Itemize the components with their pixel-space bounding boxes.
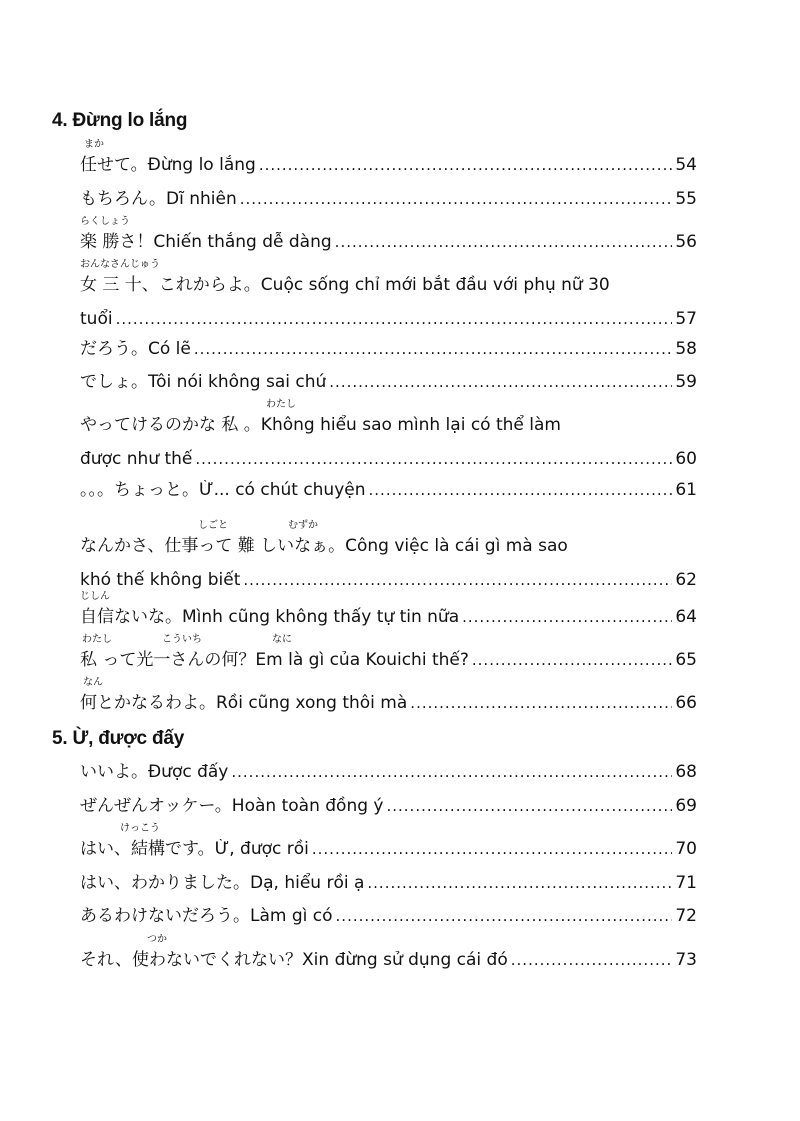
leader-dots (194, 339, 672, 359)
page-number: 64 (675, 607, 697, 627)
furigana: こういち (162, 634, 202, 645)
leader-dots (386, 796, 672, 816)
furigana: おんなさんじゅう (80, 259, 160, 270)
page-number: 65 (675, 650, 697, 670)
furigana: しごと (198, 520, 228, 531)
furigana: むずか (288, 520, 318, 531)
leader-dots (329, 372, 672, 392)
entry-text: 私 って光一さんの何？Em là gì của Kouichi thế? (80, 650, 469, 670)
toc-entry (80, 591, 697, 627)
toc-entry (80, 873, 697, 893)
page-number: 70 (675, 839, 697, 859)
leader-dots (335, 232, 672, 252)
entry-text: だろう。Có lẽ (80, 339, 191, 359)
toc-entry (80, 139, 697, 175)
entry-text: もちろん。Dĩ nhiên (80, 189, 237, 209)
entry-text-continued: khó thế không biết (80, 570, 241, 590)
furigana: なん (83, 677, 103, 688)
entry-text: でしょ。Tôi nói không sai chứ (80, 372, 327, 392)
page-number: 59 (675, 372, 697, 392)
furigana: けっこう (120, 823, 160, 834)
furigana: なに (272, 634, 292, 645)
entry-text: はい、わかりました。Dạ, hiểu rồi ạ (80, 873, 365, 893)
furigana: わたし (266, 399, 296, 410)
page-number: 58 (675, 339, 697, 359)
page-number: 69 (675, 796, 697, 816)
entry-text-continued: tuổi (80, 309, 113, 329)
page-number: 60 (675, 449, 697, 469)
entry-text: 楽 勝さ！Chiến thắng dễ dàng (80, 232, 332, 252)
toc-entry (80, 189, 697, 209)
entry-text: ぜんぜんオッケー。Hoàn toàn đồng ý (80, 796, 384, 816)
leader-dots (410, 693, 672, 713)
toc-entry (80, 259, 697, 329)
leader-dots (116, 309, 672, 329)
entry-text-continued: được như thế (80, 449, 193, 469)
toc-entry (80, 823, 697, 859)
page-number: 55 (675, 189, 697, 209)
leader-dots (231, 762, 672, 782)
entry-text: なんかさ、仕事って 難 しいなぁ。Công việc là cái gì mà sao (80, 536, 568, 556)
entry-text: はい、結構です。Ừ, được rồi (80, 839, 309, 859)
toc-entry (80, 372, 697, 392)
leader-dots (462, 607, 672, 627)
toc-entry (80, 480, 697, 500)
toc-entry (80, 934, 697, 970)
page-number: 68 (675, 762, 697, 782)
leader-dots (195, 449, 672, 469)
page-number: 71 (675, 873, 697, 893)
leader-dots (240, 189, 672, 209)
page-number: 61 (675, 480, 697, 500)
entry-text: やってけるのかな 私 。Không hiểu sao mình lại có thể làm (80, 415, 561, 435)
page-number: 73 (675, 950, 697, 970)
leader-dots (369, 480, 672, 500)
toc-entry (80, 399, 697, 469)
page-number: 62 (675, 570, 697, 590)
toc-entry (80, 216, 697, 252)
page-number: 56 (675, 232, 697, 252)
entry-text: あるわけないだろう。Làm gì có (80, 906, 333, 926)
toc-entry (80, 339, 697, 359)
leader-dots (259, 155, 672, 175)
leader-dots (243, 570, 672, 590)
toc-entry (80, 762, 697, 782)
page-number: 57 (675, 309, 697, 329)
entry-text: それ、使わないでくれない？Xin đừng sử dụng cái đó (80, 950, 508, 970)
entry-text: 。。。ちょっと。Ừ... có chút chuyện (80, 480, 366, 500)
page-number: 54 (675, 155, 697, 175)
leader-dots (312, 839, 672, 859)
page-number: 66 (675, 693, 697, 713)
leader-dots (472, 650, 672, 670)
furigana: つか (147, 934, 167, 945)
entry-text: 女 三 十、これからよ。Cuộc sống chỉ mới bắt đầu với phụ nữ 30 (80, 275, 610, 295)
toc-entry (80, 520, 697, 590)
entry-text: 任せて。Đừng lo lắng (80, 155, 256, 175)
toc-entry (80, 796, 697, 816)
furigana: らくしょう (80, 216, 130, 227)
toc-entry (80, 906, 697, 926)
entry-text: 何とかなるわよ。Rồi cũng xong thôi mà (80, 693, 408, 713)
entry-text: 自信ないな。Mình cũng không thấy tự tin nữa (80, 607, 460, 627)
toc-entry (80, 634, 697, 670)
leader-dots (367, 873, 672, 893)
toc-entry (80, 677, 697, 713)
furigana: まか (84, 139, 104, 150)
leader-dots (336, 906, 672, 926)
leader-dots (511, 950, 672, 970)
section-title-4: 4. Đừng lo lắng (52, 110, 188, 131)
furigana: わたし (82, 634, 112, 645)
entry-text: いいよ。Được đấy (80, 762, 229, 782)
furigana: じしん (80, 591, 110, 602)
section-title-5: 5. Ừ, được đấy (52, 728, 185, 749)
page-number: 72 (675, 906, 697, 926)
